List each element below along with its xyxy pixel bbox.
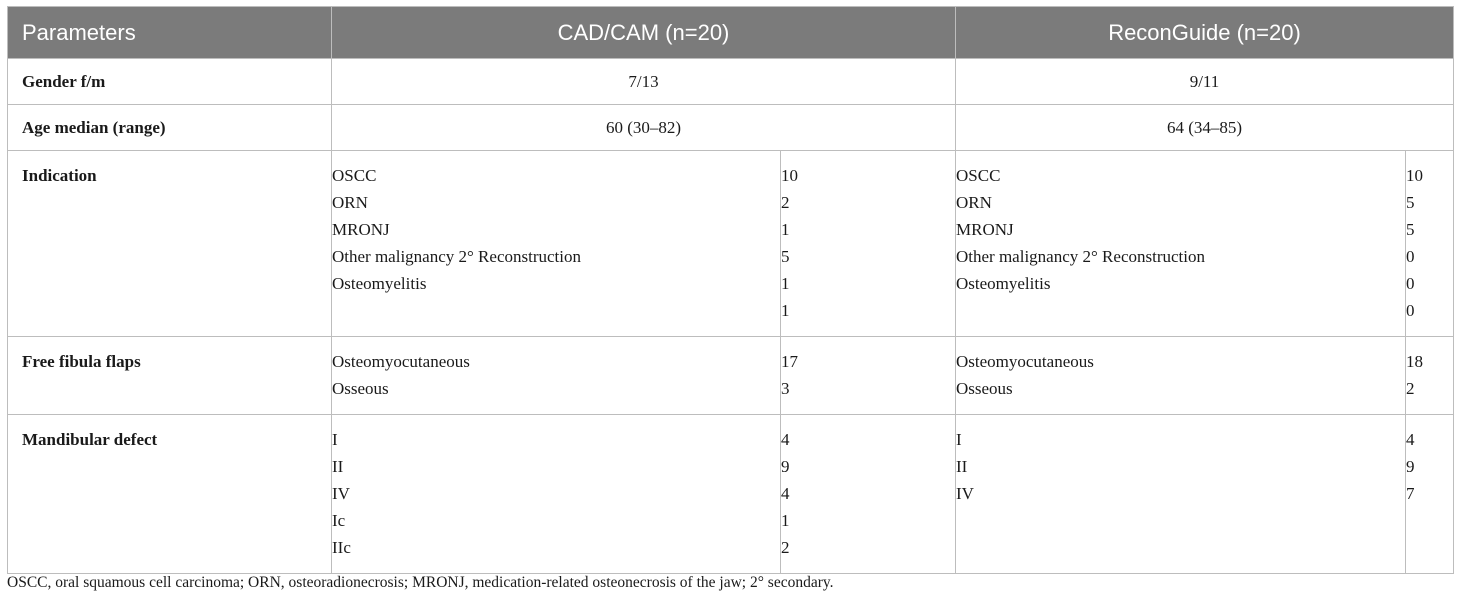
age-cadcam-value: 60 (30–82): [332, 105, 956, 151]
count-value: [1406, 534, 1453, 561]
indication-cadcam-items: [332, 151, 781, 337]
list-item: IV: [332, 484, 350, 503]
header-parameters: Parameters: [8, 7, 332, 59]
count-value: 1: [781, 274, 790, 293]
row-age: [8, 105, 1454, 151]
list-item: ORN: [956, 193, 992, 212]
list-item: OSCC: [332, 166, 377, 185]
parameters-table: [7, 6, 1454, 574]
mandibular-cadcam-counts: [781, 415, 956, 574]
flaps-cadcam-items: [332, 337, 781, 415]
list-item: IV: [956, 484, 974, 503]
row-free-fibula-flaps: [8, 337, 1454, 415]
mandibular-reconguide-items: [956, 415, 1406, 574]
row-mandibular-defect: [8, 415, 1454, 574]
flaps-label: Free fibula flaps: [8, 337, 332, 415]
list-item: Other malignancy 2° Reconstruction: [956, 247, 1205, 266]
count-value: 0: [1406, 274, 1415, 293]
mandibular-cadcam-items: [332, 415, 781, 574]
count-value: 5: [1406, 193, 1415, 212]
gender-cadcam-value: 7/13: [332, 59, 956, 105]
list-item: Osteomyelitis: [332, 274, 427, 293]
count-value: 7: [1406, 484, 1415, 503]
list-item: OSCC: [956, 166, 1001, 185]
count-value: [1406, 507, 1453, 534]
flaps-reconguide-counts: [1406, 337, 1454, 415]
flaps-cadcam-counts: [781, 337, 956, 415]
count-value: 5: [1406, 220, 1415, 239]
count-value: 18: [1406, 352, 1423, 371]
list-item: MRONJ: [956, 220, 1014, 239]
list-item: ORN: [332, 193, 368, 212]
age-label: Age median (range): [8, 105, 332, 151]
indication-label: Indication: [8, 151, 332, 337]
list-item: I: [332, 430, 338, 449]
count-value: 9: [781, 457, 790, 476]
gender-label: Gender f/m: [8, 59, 332, 105]
indication-reconguide-items: [956, 151, 1406, 337]
mandibular-reconguide-counts: [1406, 415, 1454, 574]
count-value: 3: [781, 379, 790, 398]
list-item: Osteomyelitis: [956, 274, 1051, 293]
list-item: Osteomyocutaneous: [956, 352, 1094, 371]
header-cadcam: CAD/CAM (n=20): [332, 7, 956, 59]
list-item: [956, 297, 1405, 324]
list-item: II: [332, 457, 344, 476]
table-header-row: [8, 7, 1454, 59]
list-item: IIc: [332, 538, 351, 557]
row-gender: [8, 59, 1454, 105]
count-value: 5: [781, 247, 790, 266]
count-value: 2: [781, 538, 790, 557]
count-value: 9: [1406, 457, 1415, 476]
gender-reconguide-value: 9/11: [956, 59, 1454, 105]
count-value: 2: [781, 193, 790, 212]
mandibular-label: Mandibular defect: [8, 415, 332, 574]
count-value: 4: [781, 430, 790, 449]
count-value: 10: [1406, 166, 1423, 185]
list-item: Other malignancy 2° Reconstruction: [332, 247, 581, 266]
count-value: 1: [781, 511, 790, 530]
indication-cadcam-counts: [781, 151, 956, 337]
header-reconguide: ReconGuide (n=20): [956, 7, 1454, 59]
list-item: [332, 297, 780, 324]
list-item: [956, 507, 1405, 534]
count-value: 1: [781, 301, 790, 320]
row-indication: [8, 151, 1454, 337]
count-value: 2: [1406, 379, 1415, 398]
list-item: Osteomyocutaneous: [332, 352, 470, 371]
count-value: 0: [1406, 247, 1415, 266]
list-item: MRONJ: [332, 220, 390, 239]
list-item: Osseous: [956, 379, 1013, 398]
list-item: Ic: [332, 511, 346, 530]
indication-reconguide-counts: [1406, 151, 1454, 337]
count-value: 1: [781, 220, 790, 239]
table-footnote: OSCC, oral squamous cell carcinoma; ORN, osteoradionecrosis; MRONJ, medication-related osteonecrosis of the jaw; 2° secondary.: [7, 574, 834, 591]
list-item: Osseous: [332, 379, 389, 398]
flaps-reconguide-items: [956, 337, 1406, 415]
count-value: 4: [1406, 430, 1415, 449]
count-value: 4: [781, 484, 790, 503]
count-value: 10: [781, 166, 798, 185]
list-item: II: [956, 457, 968, 476]
age-reconguide-value: 64 (34–85): [956, 105, 1454, 151]
count-value: 0: [1406, 301, 1415, 320]
list-item: I: [956, 430, 962, 449]
list-item: [956, 534, 1405, 561]
count-value: 17: [781, 352, 798, 371]
